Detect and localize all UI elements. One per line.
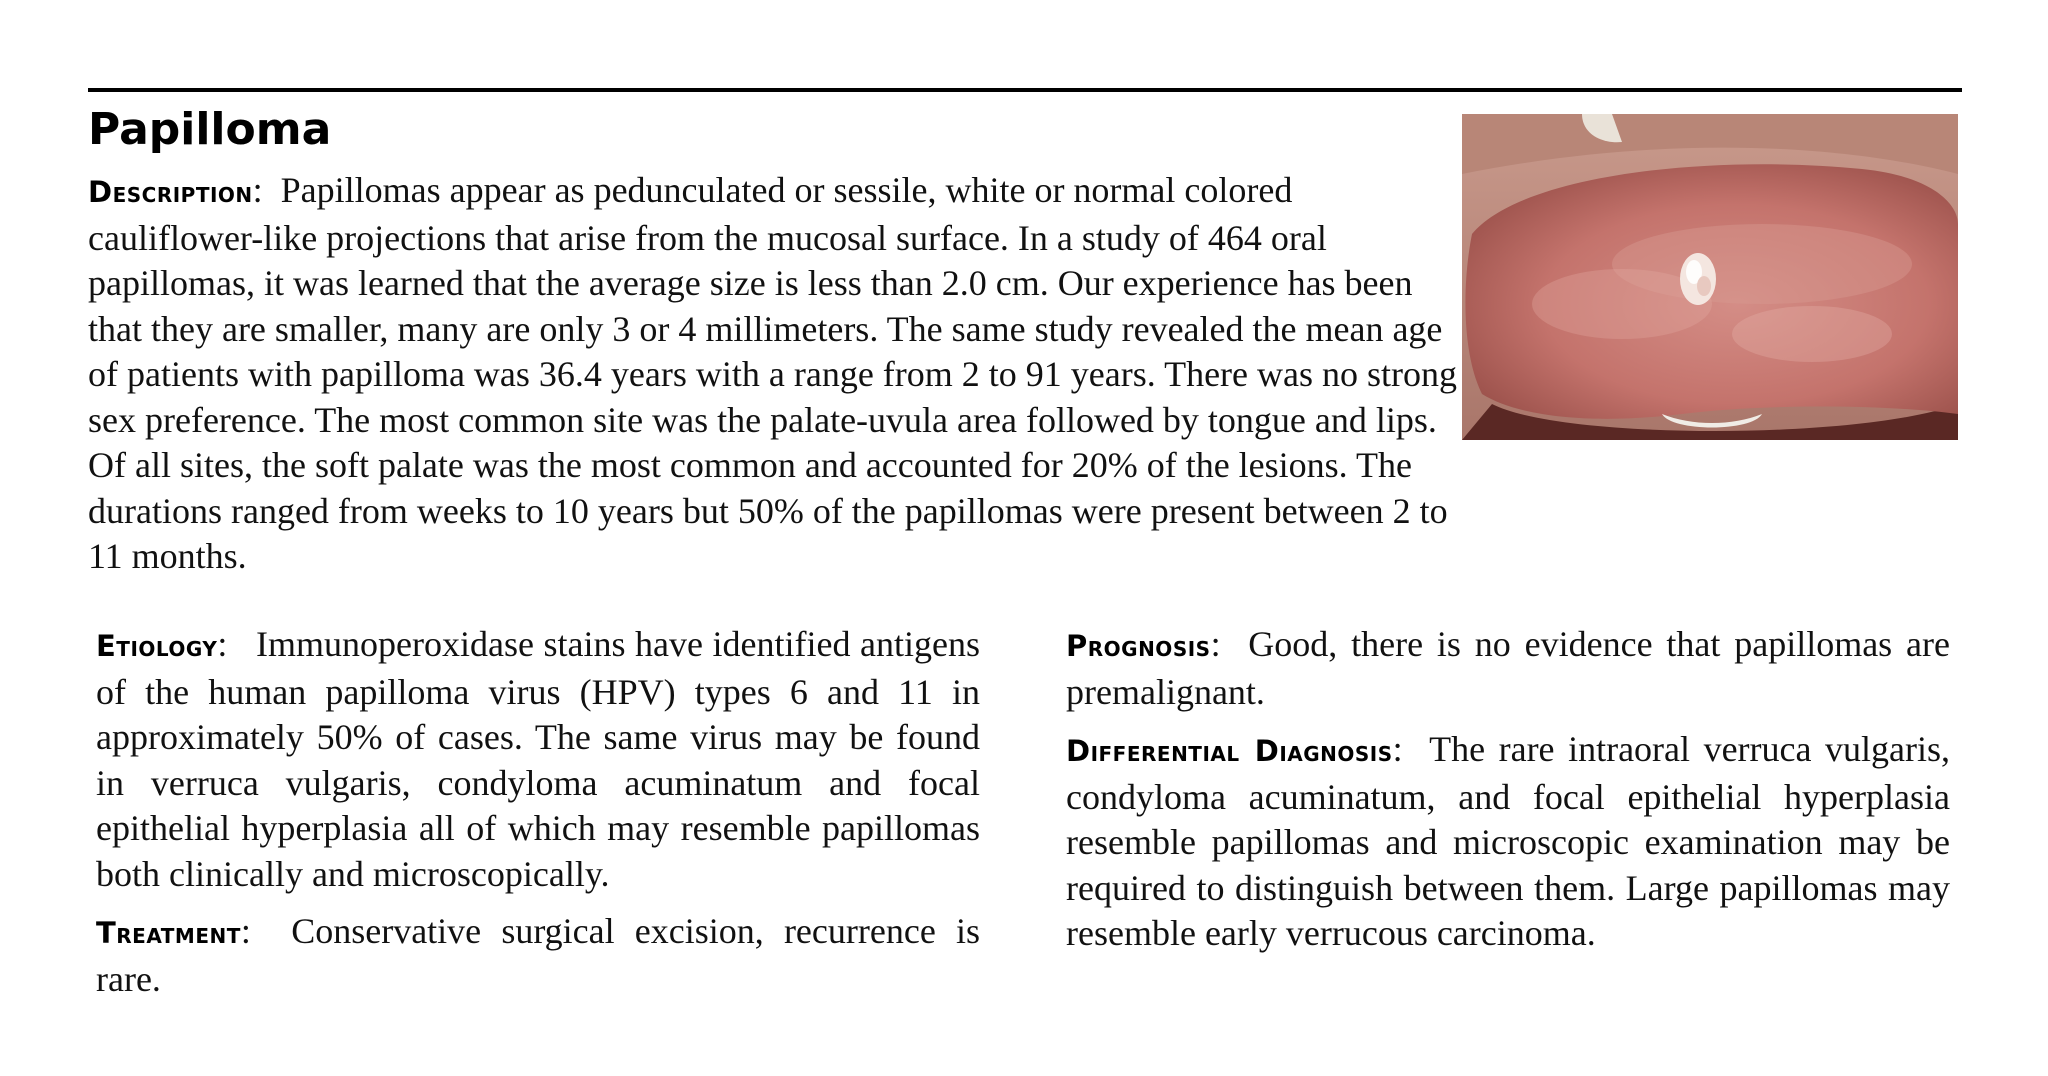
- differential-diagnosis-text: The rare intraoral verruca vulgaris, condyloma acuminatum, and focal epithelial hyperplasia resemble papillomas and microscopic examination may be required to distinguish between them. Large papillomas may resemble early verrucous carcinoma.: [1066, 729, 1950, 953]
- treatment-text: Conservative surgical excision, recurrence is rare.: [96, 911, 980, 999]
- etiology-text: Immunoperoxidase stains have identified antigens of the human papilloma virus (HPV) types 6 and 11 in approximately 50% of cases. The same virus may be found in verruca vulgaris, condyloma acuminatum and focal epithelial hyperplasia all of which may resemble papillomas both clinically and microscopically.: [96, 624, 980, 894]
- clinical-photo-tongue: [1462, 114, 1958, 440]
- differential-diagnosis-paragraph: Differential Diagnosis: The rare intraoral verruca vulgaris, condyloma acuminatum, and focal epithelial hyperplasia resemble papillomas and microscopic examination may be required to distinguish between them. Large papillomas may resemble early verrucous carcinoma.: [1066, 729, 1950, 953]
- treatment-paragraph: Treatment: Conservative surgical excision, recurrence is rare.: [96, 911, 980, 999]
- right-column: [1066, 622, 1950, 957]
- etiology-paragraph: Etiology: Immunoperoxidase stains have identified antigens of the human papilloma virus (HPV) types 6 and 11 in approximately 50% of cases. The same virus may be found in verruca vulgaris, condyloma acuminatum and focal epithelial hyperplasia all of which may resemble papillomas both clinically and microscopically.: [96, 624, 980, 894]
- description-text: Papillomas appear as pedunculated or sessile, white or normal colored cauliflower-like projections that arise from the mucosal surface. In a study of 464 oral papillomas, it was learned that the average size is less than 2.0 cm. Our experience has been that they are smaller, many are only 3 or 4 millimeters. The same study revealed the mean age of patients with papilloma was 36.4 years with a range from 2 to 91 years. There was no strong sex preference. The most common site was the palate-uvula area followed by tongue and lips. Of all sites, the soft palate was the most common and accounted for 20% of the lesions. The durations ranged from weeks to 10 years but 50% of the papillomas were present between 2 to 11 months.: [88, 170, 1458, 576]
- prognosis-text: Good, there is no evidence that papillomas are premalignant.: [1066, 624, 1950, 712]
- top-rule: [88, 88, 1962, 92]
- left-column: [96, 622, 980, 1002]
- papilloma-lesion: [1680, 253, 1716, 305]
- differential-diagnosis-label: Differential Diagnosis: [1066, 734, 1393, 768]
- page-title: Papilloma: [88, 104, 332, 155]
- prognosis-paragraph: Prognosis: Good, there is no evidence that papillomas are premalignant.: [1066, 624, 1950, 712]
- description-paragraph: Description: Papillomas appear as pedunculated or sessile, white or normal colored cauliflower-like projections that arise from the mucosal surface. In a study of 464 oral papillomas, it was learned that the average size is less than 2.0 cm. Our experience has been that they are smaller, many are only 3 or 4 millimeters. The same study revealed the mean age of patients with papilloma was 36.4 years with a range from 2 to 91 years. There was no strong sex preference. The most common site was the palate-uvula area followed by tongue and lips. Of all sites, the soft palate was the most common and accounted for 20% of the lesions. The durations ranged from weeks to 10 years but 50% of the papillomas were present between 2 to 11 months.: [88, 170, 1458, 576]
- etiology-label: Etiology: [96, 629, 218, 663]
- description-label: Description: [88, 175, 253, 209]
- treatment-label: Treatment: [96, 916, 241, 950]
- prognosis-label: Prognosis: [1066, 629, 1211, 663]
